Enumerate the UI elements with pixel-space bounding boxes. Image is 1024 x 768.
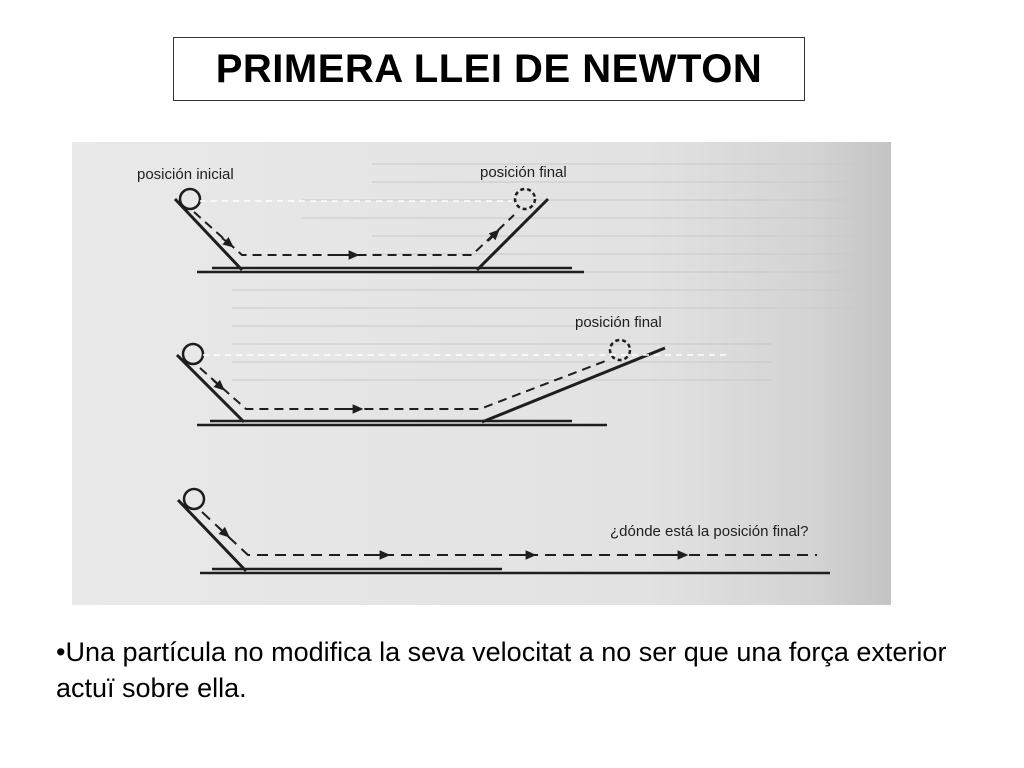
bullet-text: Una partícula no modifica la seva velocitat a no ser que una força exterior actuï sobre ella. xyxy=(56,637,947,703)
scanned-figure xyxy=(72,142,891,605)
slide-title: PRIMERA LLEI DE NEWTON xyxy=(215,46,763,91)
title-box xyxy=(173,37,805,101)
panel-2-label-end: posición final xyxy=(575,314,662,331)
panel-1-label-end: posición final xyxy=(480,164,567,181)
bullet-point xyxy=(56,634,956,706)
bullet-marker: • xyxy=(56,637,66,667)
panel-3-label-end: ¿dónde está la posición final? xyxy=(610,523,809,540)
panel-1-label-start: posición inicial xyxy=(137,166,234,183)
inclined-plane-diagram xyxy=(72,142,891,605)
